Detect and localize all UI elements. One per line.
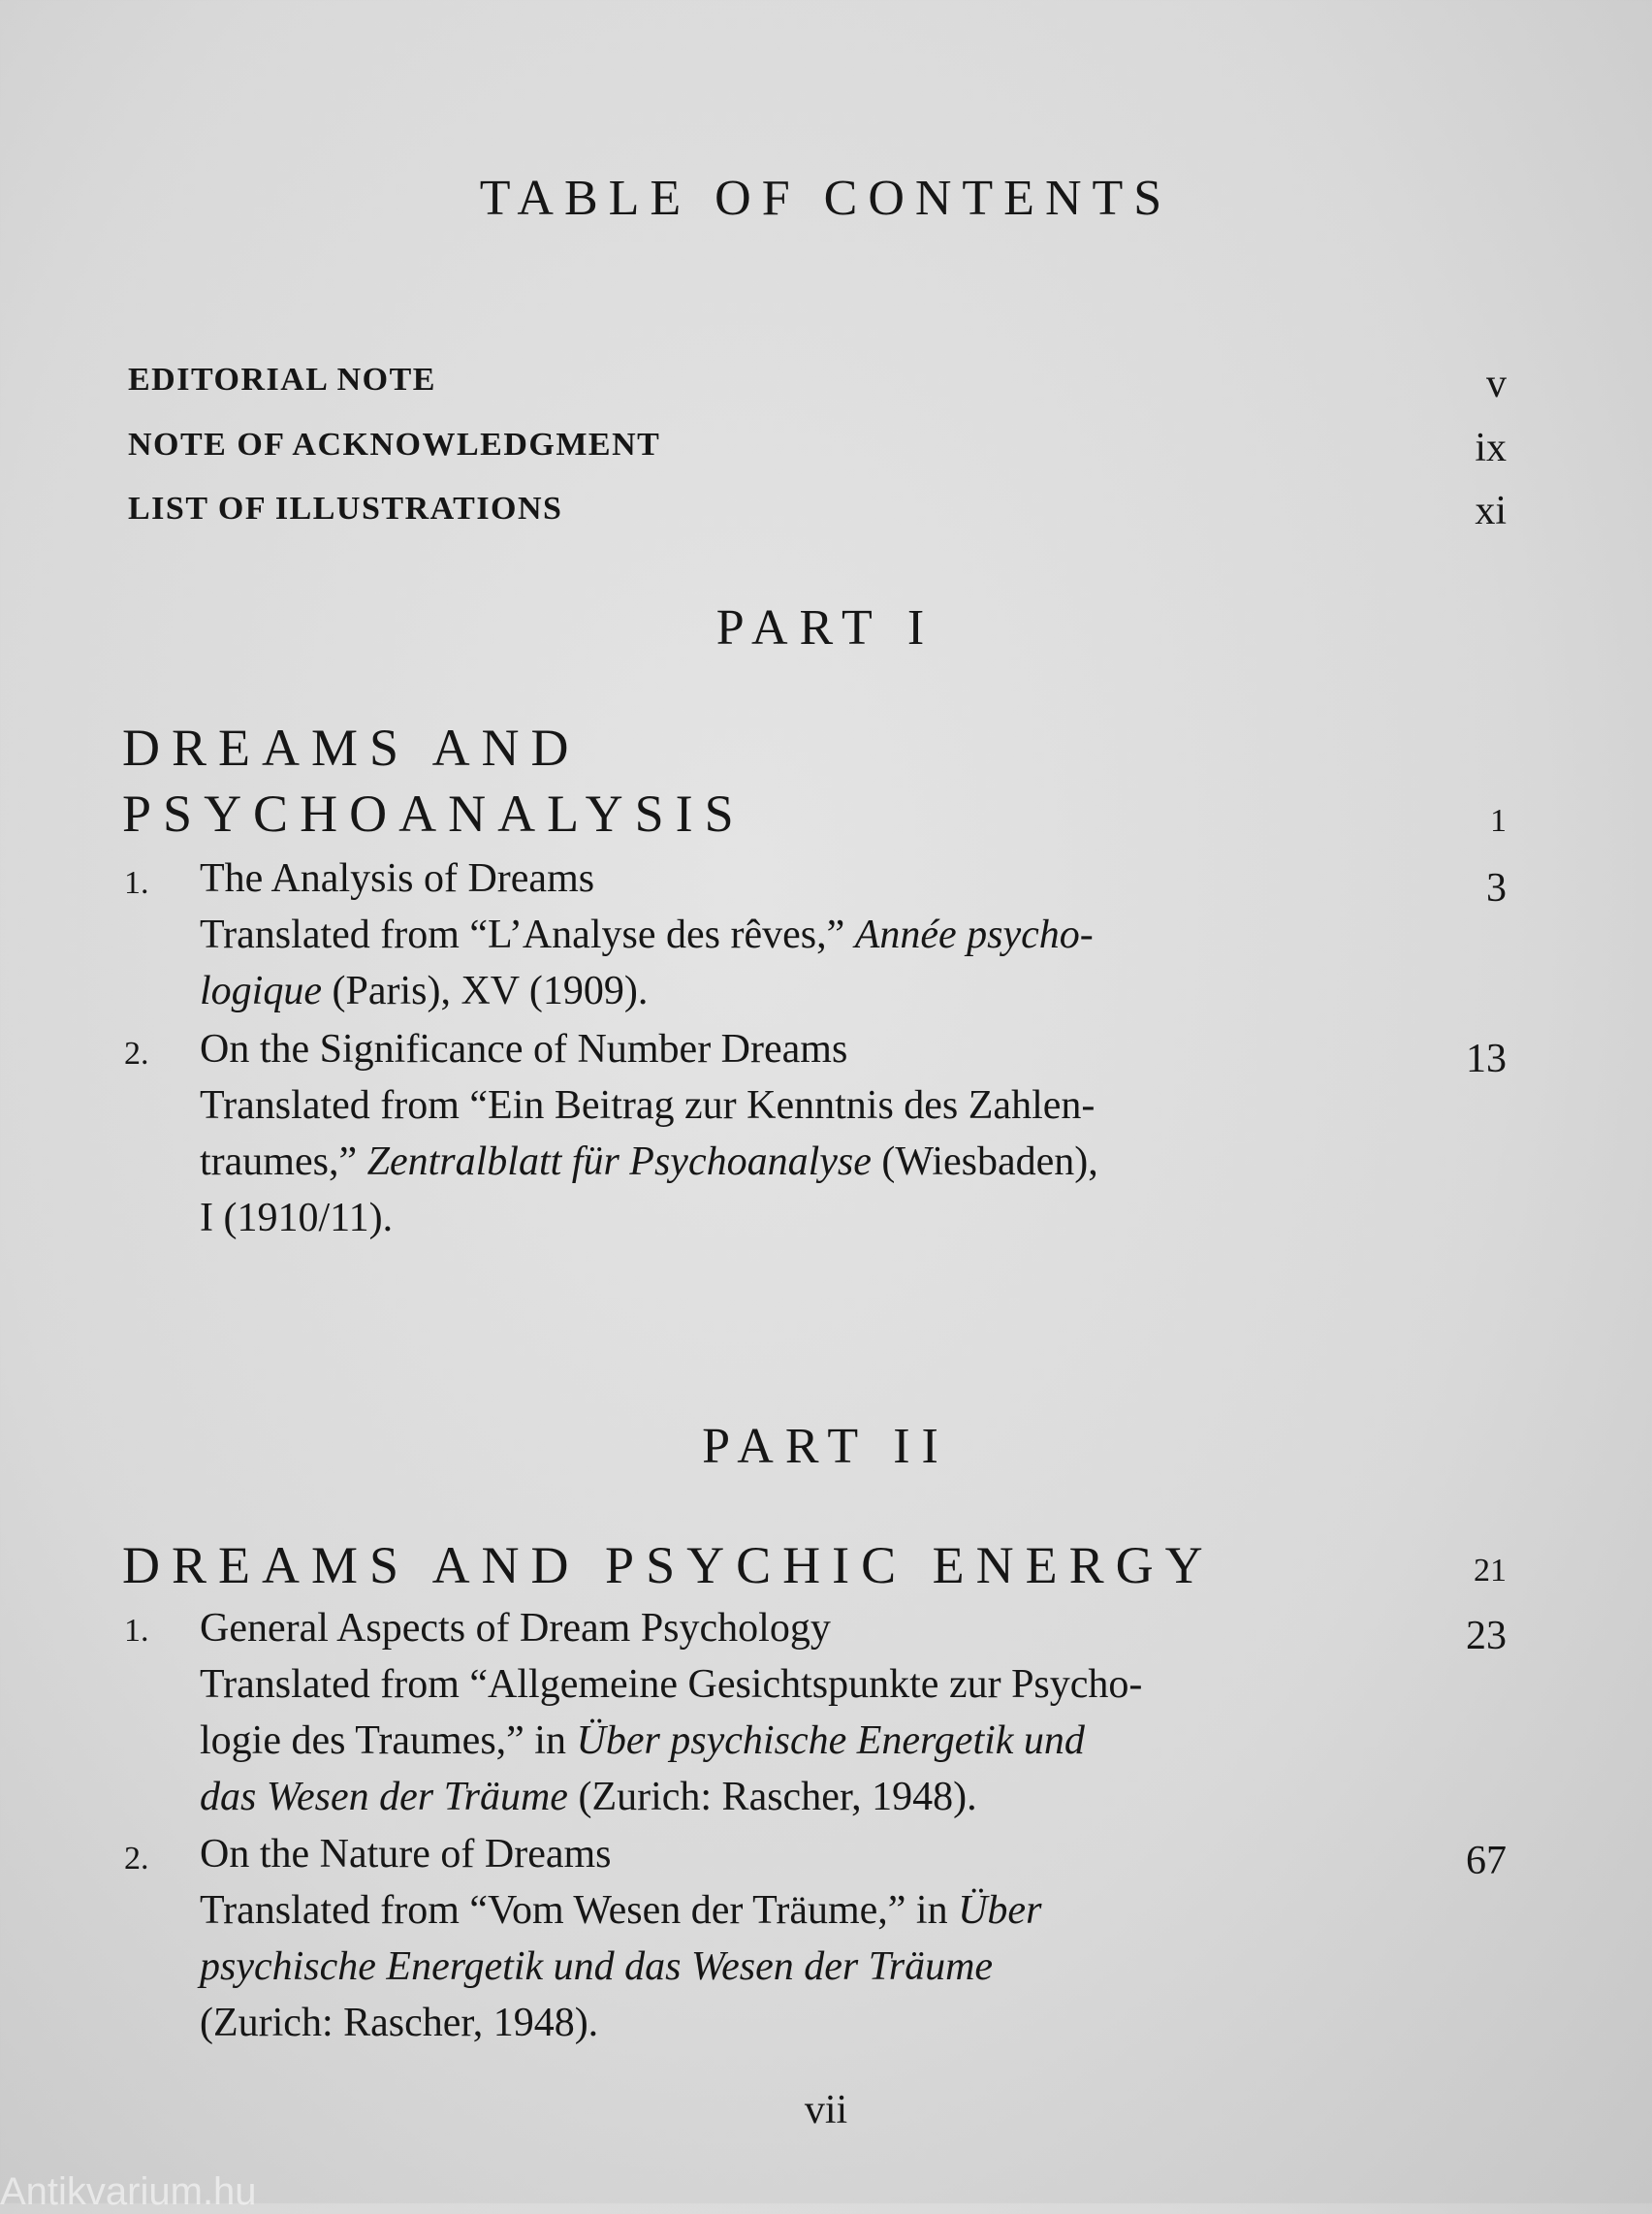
front-matter-page-illustrations: xi xyxy=(1475,489,1507,533)
page-number: vii xyxy=(804,2088,848,2133)
entry-number: 1. xyxy=(124,1613,149,1649)
entry-translation-line: (Zurich: Rascher, 1948). xyxy=(200,2001,599,2045)
section-title-line-1: DREAMS AND xyxy=(122,719,581,777)
entry-page: 67 xyxy=(1466,1839,1507,1883)
entry-translation-line: Translated from “Ein Beitrag zur Kenntnis des Zahlen- xyxy=(200,1083,1096,1128)
entry-title: On the Nature of Dreams xyxy=(200,1832,612,1877)
front-matter-page-editorial-note: v xyxy=(1486,362,1507,406)
section-title-line-2: PSYCHOANALYSIS xyxy=(122,785,746,843)
entry-page: 23 xyxy=(1466,1614,1507,1658)
section-page-1: 1 xyxy=(1490,803,1507,839)
entry-translation-line: logique (Paris), XV (1909). xyxy=(200,969,649,1013)
entry-translation-line: Translated from “Vom Wesen der Träume,” in Über xyxy=(200,1888,1042,1933)
entry-page: 3 xyxy=(1486,866,1507,911)
entry-title: On the Significance of Number Dreams xyxy=(200,1027,848,1072)
entry-number: 1. xyxy=(124,865,149,901)
entry-title: The Analysis of Dreams xyxy=(200,856,595,901)
entry-translation-line: logie des Traumes,” in Über psychische Energetik und xyxy=(200,1718,1085,1763)
entry-translation-line: psychische Energetik und das Wesen der Träume xyxy=(200,1944,994,1989)
entry-number: 2. xyxy=(124,1841,149,1877)
front-matter-label-acknowledgment: NOTE OF ACKNOWLEDGMENT xyxy=(128,427,661,463)
front-matter-page-acknowledgment: ix xyxy=(1475,426,1507,470)
front-matter-label-illustrations: LIST OF ILLUSTRATIONS xyxy=(128,491,563,527)
entry-translation-line: Translated from “Allgemeine Gesichtspunkte zur Psycho- xyxy=(200,1662,1143,1707)
entry-page: 13 xyxy=(1466,1037,1507,1081)
section-title: DREAMS AND PSYCHIC ENERGY xyxy=(122,1536,1215,1594)
entry-number: 2. xyxy=(124,1036,149,1072)
entry-translation-line: das Wesen der Träume (Zurich: Rascher, 1948). xyxy=(200,1775,977,1819)
part-heading-1: PART I xyxy=(715,600,937,656)
front-matter-label-editorial-note: EDITORIAL NOTE xyxy=(128,362,436,398)
page-title: TABLE OF CONTENTS xyxy=(479,171,1173,226)
part-heading-2: PART II xyxy=(702,1419,950,1474)
entry-translation-line: Translated from “L’Analyse des rêves,” Année psycho- xyxy=(200,913,1094,957)
section-page-2: 21 xyxy=(1474,1553,1507,1588)
entry-title: General Aspects of Dream Psychology xyxy=(200,1606,831,1651)
entry-translation-line: traumes,” Zentralblatt für Psychoanalyse (Wiesbaden), xyxy=(200,1139,1098,1184)
entry-translation-line: I (1910/11). xyxy=(200,1196,394,1240)
watermark: Antikvarium.hu xyxy=(0,2170,257,2213)
